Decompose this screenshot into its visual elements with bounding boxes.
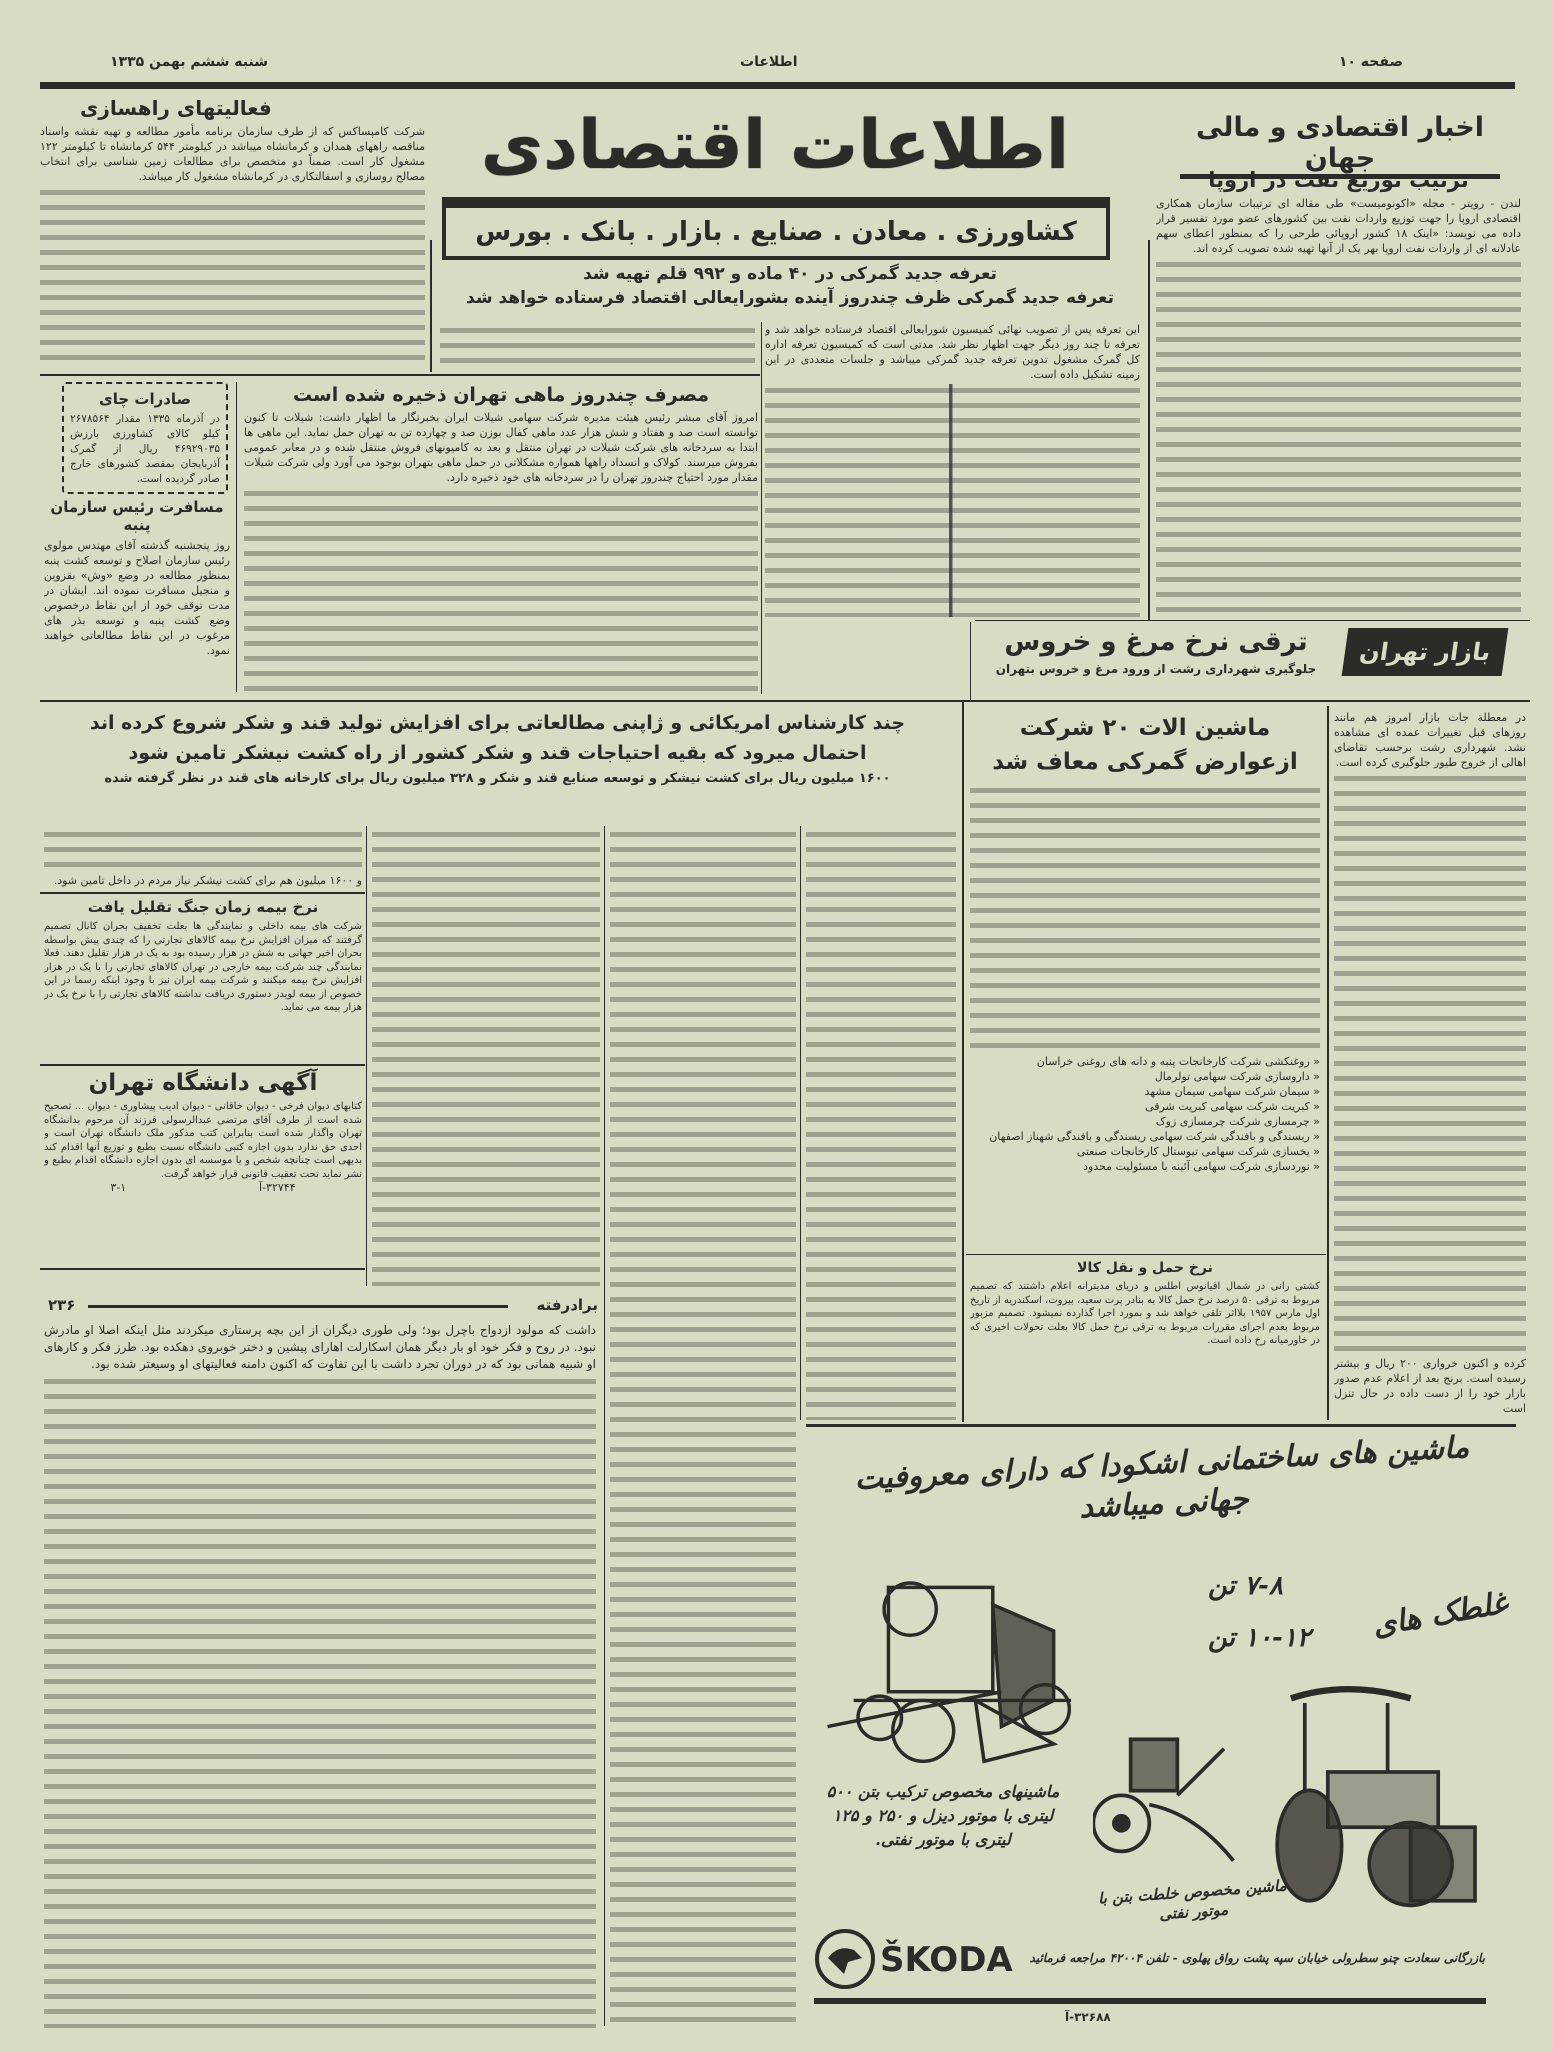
customs-body-strip <box>440 322 755 372</box>
article-roads <box>40 94 425 370</box>
pump-caption: ماشین مخصوص خلطت بتن با موتور نفتی <box>1097 1876 1288 1924</box>
article-serial <box>44 1322 596 2028</box>
roller-label: غلطک های <box>1370 1585 1511 1644</box>
text-lines <box>1156 258 1521 616</box>
roller-size-2: ۱۰-۱۲ تن <box>1208 1623 1311 1653</box>
article-body-end: کرده و اکنون خرواری ۲۰۰ ریال و بیشتر رسیده است. برنج بعد از اعلام عدم صدور بازار خود را از دست داده در حال تنزل است <box>1334 1357 1526 1415</box>
sugar-body-col-1 <box>44 826 362 888</box>
section-rule <box>40 1268 365 1270</box>
list-item: « داروسازی شرکت سهامی تولرمال <box>970 1069 1320 1084</box>
section-world-news-logo: اخبار اقتصادی و مالی جهان <box>1180 112 1500 179</box>
notice-university <box>44 1068 362 1264</box>
article-body: کتابهای دیوان فرخی - دیوان خاقانی - دیوان ادیب پیشاوری - دیوان ... تصحیح شده است از طرف آقای مرتضی عبدالرسولی فرزند آن مرحوم بدانشگاه تهران واگذار شده است بنابراین کتب مذکور ملک دانشگاه تهران است و احدی حق ندارد بدون اجازه کتبی دانشگاه نسبت بطبع و توزیع آنها اقدام کند بدیهی است چنانچه شخص و یا موسسه ای بدون اجازه دانشگاه اقدام بطبع و نشر نماید تحت تعقیب قانونی قرار خواهد گرفت. <box>44 1101 362 1180</box>
chicken-subheadline: جلوگیری شهرداری رشت از ورود مرغ و خروس بتهران <box>995 662 1317 676</box>
section-rule <box>40 892 365 894</box>
article-heading: ترتیب توزیع نفت در اروپا <box>1208 168 1469 192</box>
ad-address: بازرگانی سعادت چنو سطرولی خیابان سپه پشت رواق پهلوی - تلفن ۴۲۰۰۴ مراجعه فرمائید <box>1029 1951 1485 1965</box>
list-item: « چرمسازی شرکت چرمسازی زوک <box>970 1114 1320 1129</box>
serial-title: برادرفته <box>536 1296 598 1314</box>
article-chicken <box>980 623 1332 699</box>
column-divider <box>604 826 605 2026</box>
section-rule <box>975 620 1530 621</box>
article-heading-1: ماشین الات ۲۰ شرکت <box>1019 715 1271 741</box>
text-lines <box>244 487 758 692</box>
customs-headline-2: تعرفه جدید گمرکی ظرف چندروز آینده بشورایعالی اقتصاد فرستاده خواهد شد <box>466 288 1114 308</box>
article-heading: آگهی دانشگاه تهران <box>88 1070 318 1096</box>
ad-headline: ماشین های ساختمانی اشکودا که دارای معروفیت جهانی میباشد <box>853 1429 1470 1526</box>
notice-codes <box>44 1181 362 1194</box>
article-world-oil <box>1156 166 1521 616</box>
sugar-subheadline: ۱۶۰۰ میلیون ریال برای کشت نیشکر و توسعه صنایع قند و شکر و ۳۲۸ میلیون ریال برای کارخانه های قند در نظر گرفته شده <box>104 771 891 786</box>
article-body: شرکت های بیمه داخلی و نمایندگی ها بعلت تخفیف بحران کانال تصمیم گرفتند که میزان افزایش نرخ بیمه کالاهای تجارتی را که چندی پیش بواسطه بحران اخیر جهانی به شش در هزار رسیده بود به یک در هزار تقلیل دهند. فعلا نمایندگی چند شرکت بیمه خارجی در تهران کالاهای تجارتی را با یک در هزار افزایش نرخ بیمه میکنند و شرکت بیمه ایران نیز با وجود اینکه رسما در این خصوص از بیمه لویدز دستوری دریافت نداشته کالاهای تجارتی را با نرخ یک در هزار بیمه می نماید. <box>44 921 362 1013</box>
section-rule <box>40 700 1530 702</box>
list-item: « کبریت شرکت سهامی کبریت شرقی <box>970 1099 1320 1114</box>
sugar-body-col-2 <box>372 826 600 1286</box>
list-item: « یخسازی شرکت سهامی تیوستال کارخانجات صنعتی <box>970 1144 1320 1159</box>
ad-code: ۳۲۶۸۸-آ <box>1065 2010 1111 2024</box>
text-lines <box>765 384 1140 617</box>
column-divider <box>1327 706 1329 1420</box>
section-rule <box>806 1424 1516 1427</box>
column-divider <box>430 240 432 372</box>
sugar-headline-1: چند کارشناس امریکائی و ژاپنی مطالعاتی برای افزایش تولید قند و شکر شروع کرده اند <box>89 712 906 734</box>
column-divider <box>236 382 237 692</box>
list-item: « نوردسازی شرکت سهامی آئینه با مسئولیت محدود <box>970 1159 1320 1174</box>
issue-date: شنبه ششم بهمن ۱۳۳۵ <box>110 54 268 70</box>
article-body: در آذرماه ۱۳۳۵ مقدار ۲۶۷۸۵۶۴ کیلو کالای کشاورزی بارزش ۴۶۹۲۹۰۳۵ ریال از گمرک آذربایجان بمقصد کشورهای خارج صادر گردیده است. <box>70 413 220 485</box>
article-insurance <box>44 896 362 1062</box>
column-divider <box>761 322 762 694</box>
box-tea-exports <box>62 382 228 494</box>
article-body: شرکت کامپساکس که از طرف سازمان برنامه مأمور مطالعه و تهیه نقشه واسناد مناقصه راههای همدان و کرمانشاه میباشد در کیلومتر ۵۴۴ کرمانشاه تا کیلومتر ۱۲۲ مشغول کار است. ضمناً دو متخصص برای مطالعات زمین شناسی برای انتخاب مصالح روسازی و اسفالتکاری در کرمانشاه مشغول کار میباشد. <box>40 125 425 183</box>
article-body: این تعرفه پس از تصویب نهائی کمیسیون شورایعالی اقتصاد فرستاده خواهد شد و تعرفه تا چند روز دیگر جهت اظهار نظر شد. مدتی است که کمیسیون تعرفه اداره کل گمرک مشغول تدوین تعرفه جدید گمرکی میباشد و جلسات متعددی در این زمینه تشکیل داده است. <box>765 323 1140 381</box>
article-customs <box>765 322 1140 617</box>
column-divider <box>1148 240 1150 620</box>
roller-size-1: ۷-۸ تن <box>1208 1571 1283 1601</box>
list-item: « روغنکشی شرکت کارخانجات پنبه و دانه های روغنی خراسان <box>970 1054 1320 1069</box>
company-list <box>970 1054 1320 1174</box>
ad-bottom-rule <box>814 1998 1486 2004</box>
text-lines <box>440 324 755 372</box>
text-lines <box>40 186 425 370</box>
sugar-headline-2: احتمال میرود که بقیه احتیاجات قند و شکر کشور از راه کشت نیشکر تامین شود <box>128 742 867 764</box>
chicken-headline: ترقی نرخ مرغ و خروس <box>1004 627 1308 657</box>
section-rule <box>966 1254 1326 1255</box>
list-item: « ریسندگی و بافندگی شرکت سهامی ریسندگی و بافندگی شهناز اصفهان <box>970 1129 1320 1144</box>
article-heading-2: ازعوارض گمرکی معاف شد <box>992 749 1298 775</box>
article-cotton <box>44 496 230 692</box>
article-heading: نرخ بیمه زمان جنگ تقلیل یافت <box>87 898 319 916</box>
customs-headlines <box>440 262 1140 320</box>
article-heading: نرخ حمل و نقل کالا <box>1077 1260 1213 1276</box>
text-lines <box>44 828 362 873</box>
skoda-advertisement <box>808 1429 1530 1924</box>
sugar-body-col-4 <box>806 826 956 1420</box>
article-fish <box>244 382 758 692</box>
serial-rule <box>88 1305 508 1308</box>
text-lines <box>44 1375 596 2028</box>
page-number: صفحه ۱۰ <box>1338 54 1403 70</box>
article-body: امروز آقای مبشر رئیس هیئت مدیره شرکت سهامی شیلات ایران بخبرنگار ما اظهار داشت: شیلات تا کنون توانسته است صد و هفتاد و شش هزار عدد ماهی کفال بوزن صد و چهارده تن به تهران حمل نماید. این ماهی ها ابتدا به سردخانه های شرکت شیلات در تهران منتقل و بعد به کامیونهای فروش منتقل شده و در معابر عمومی بفروش میرسند. کولاک و انسداد راهها همواره مشکلاتی در حمل ماهی بتهران بوجود می آورد ولی شرکت شیلات مقدار مورد احتیاج چندروز تهران را در سردخانه های خود ذخیره دارد. <box>244 411 758 484</box>
article-heading: مسافرت رئیس سازمان پنبه <box>50 498 224 534</box>
section-masthead-title: اطلاعات اقتصادی <box>480 106 1070 185</box>
text-lines <box>970 784 1320 1054</box>
text-lines <box>806 828 956 1420</box>
article-body: روز پنجشنبه گذشته آقای مهندس مولوی رئیس سازمان اصلاح و توسعه کشت پنبه بمنظور مطالعه در وضع «وش» بقزوین و منجیل مسافرت نموده اند. ایشان در مدت توقف خود از این نقاط درخصوص وضع کشت پنبه و توسعه بذر های مرغوب در این نقاط مطالعاتی خواهند نمود. <box>44 539 230 657</box>
newspaper-name: اطلاعات <box>740 54 798 70</box>
brand-name: ŠKODA <box>880 1940 1013 1980</box>
article-machinery-exemption <box>970 706 1320 1250</box>
skoda-logo <box>814 1928 1013 1992</box>
serial-header <box>48 1296 598 1316</box>
concrete-mixer-illustration <box>818 1570 1098 1770</box>
article-body: و ۱۶۰۰ میلیون هم برای کشت نیشکر نیاز مردم در داخل تامین شود. <box>53 874 362 887</box>
article-body: داشت که مولود ازدواج باچرل بود؛ ولی طوری دیگران از این بچه پرستاری میکردند مثل اینکه اصلا او مادرش نبود. در روح و فکر خود او بار دیگر همان اسکارلت اهارای پیشین و دختر خوبروی دهکده بود. طرز فکر و کارهای او شبیه همانی بود که در دوران تجرد داشت با این تفاوت که اکنون دامنه فعالیتهای او وسیعتر شده بود. <box>44 1323 596 1371</box>
column-divider <box>366 826 367 1286</box>
article-transport <box>970 1258 1320 1420</box>
list-item: « سیمان شرکت سهامی سیمان مشهد <box>970 1084 1320 1099</box>
section-bazaar-logo: بازار تهران <box>1342 628 1509 676</box>
article-body: کشتی رانی در شمال اقیانوس اطلس و دریای مدیترانه اعلام داشتند که تصمیم مربوط به ترقی ۵۰ درصد نرخ حمل کالا به بنادر پرت سعید، بیروت، اسکندریه از تاریخ اول مارس ۱۹۵۷ بلااثر تلقی خواهد شد و بمورد اجرا گذارده نمیشود. تصمیم مزبور مربوط بعدم اجرای مقررات مربوط به ترقی نرخ حمل کالا بعلت تحولات اخیری که در خاورمیانه رخ داده است. <box>970 1281 1320 1346</box>
section-masthead-subtitle: کشاورزی . معادن . صنایع . بازار . بانک . بورس <box>442 204 1110 260</box>
text-lines <box>610 828 796 2026</box>
text-lines <box>372 828 600 1286</box>
concrete-pump-illustration <box>1093 1730 1243 1870</box>
text-lines <box>1334 772 1526 1356</box>
sugar-headlines <box>40 708 955 824</box>
mixer-caption: ماشینهای مخصوص ترکیب بتن ۵۰۰ لیتری با موتور دیزل و ۲۵۰ و ۱۲۵ لیتری با موتور نفتی. <box>826 1782 1060 1849</box>
roller-sizes <box>1208 1565 1511 1665</box>
article-heading: مصرف چندروز ماهی تهران ذخیره شده است <box>292 384 710 406</box>
section-rule <box>40 374 760 376</box>
article-body: لندن - رویتر - مجله «اکونومیست» طی مقاله ای ترتیبات سازمان همکاری اقتصادی اروپا را جهت توزیع واردات نفت بین کشورهای عضو مورد تفسیر قرار داده می نویسد: «اینک ۱۸ کشور اروپائی طرحی را که بمنظور اعطای سهم عادلانه ای از واردات نفت اروپا بهر یک از آنها تهیه شده تصویب کرده اند. <box>1156 197 1521 255</box>
header-rule <box>40 82 1515 89</box>
notice-code: ۳۲۷۴۴-آ <box>259 1181 296 1194</box>
skoda-arrow-icon <box>814 1928 876 1990</box>
sugar-body-col-3 <box>610 826 796 2026</box>
customs-headline-1: تعرفه جدید گمرکی در ۴۰ ماده و ۹۹۲ قلم تهیه شد <box>583 264 997 284</box>
article-bazaar <box>1334 710 1526 1416</box>
article-heading: صادرات چای <box>98 390 192 408</box>
column-divider <box>970 622 971 702</box>
notice-issue: ۳-۱ <box>110 1181 127 1194</box>
road-roller-illustration <box>1268 1680 1498 1910</box>
article-body: در معطلة جات بازار امروز هم مانند روزهای قبل تغییرات عمده ای مشاهده نشد. شهرداری رشت برحسب تقاضای اهالی از خروج طیور جلوگیری کرده است. <box>1334 711 1526 769</box>
column-divider <box>800 826 801 1420</box>
article-heading: فعالیتهای راهسازی <box>80 96 272 120</box>
section-rule <box>40 1064 365 1066</box>
column-divider <box>962 702 964 1422</box>
serial-number: ۲۳۶ <box>48 1296 76 1314</box>
